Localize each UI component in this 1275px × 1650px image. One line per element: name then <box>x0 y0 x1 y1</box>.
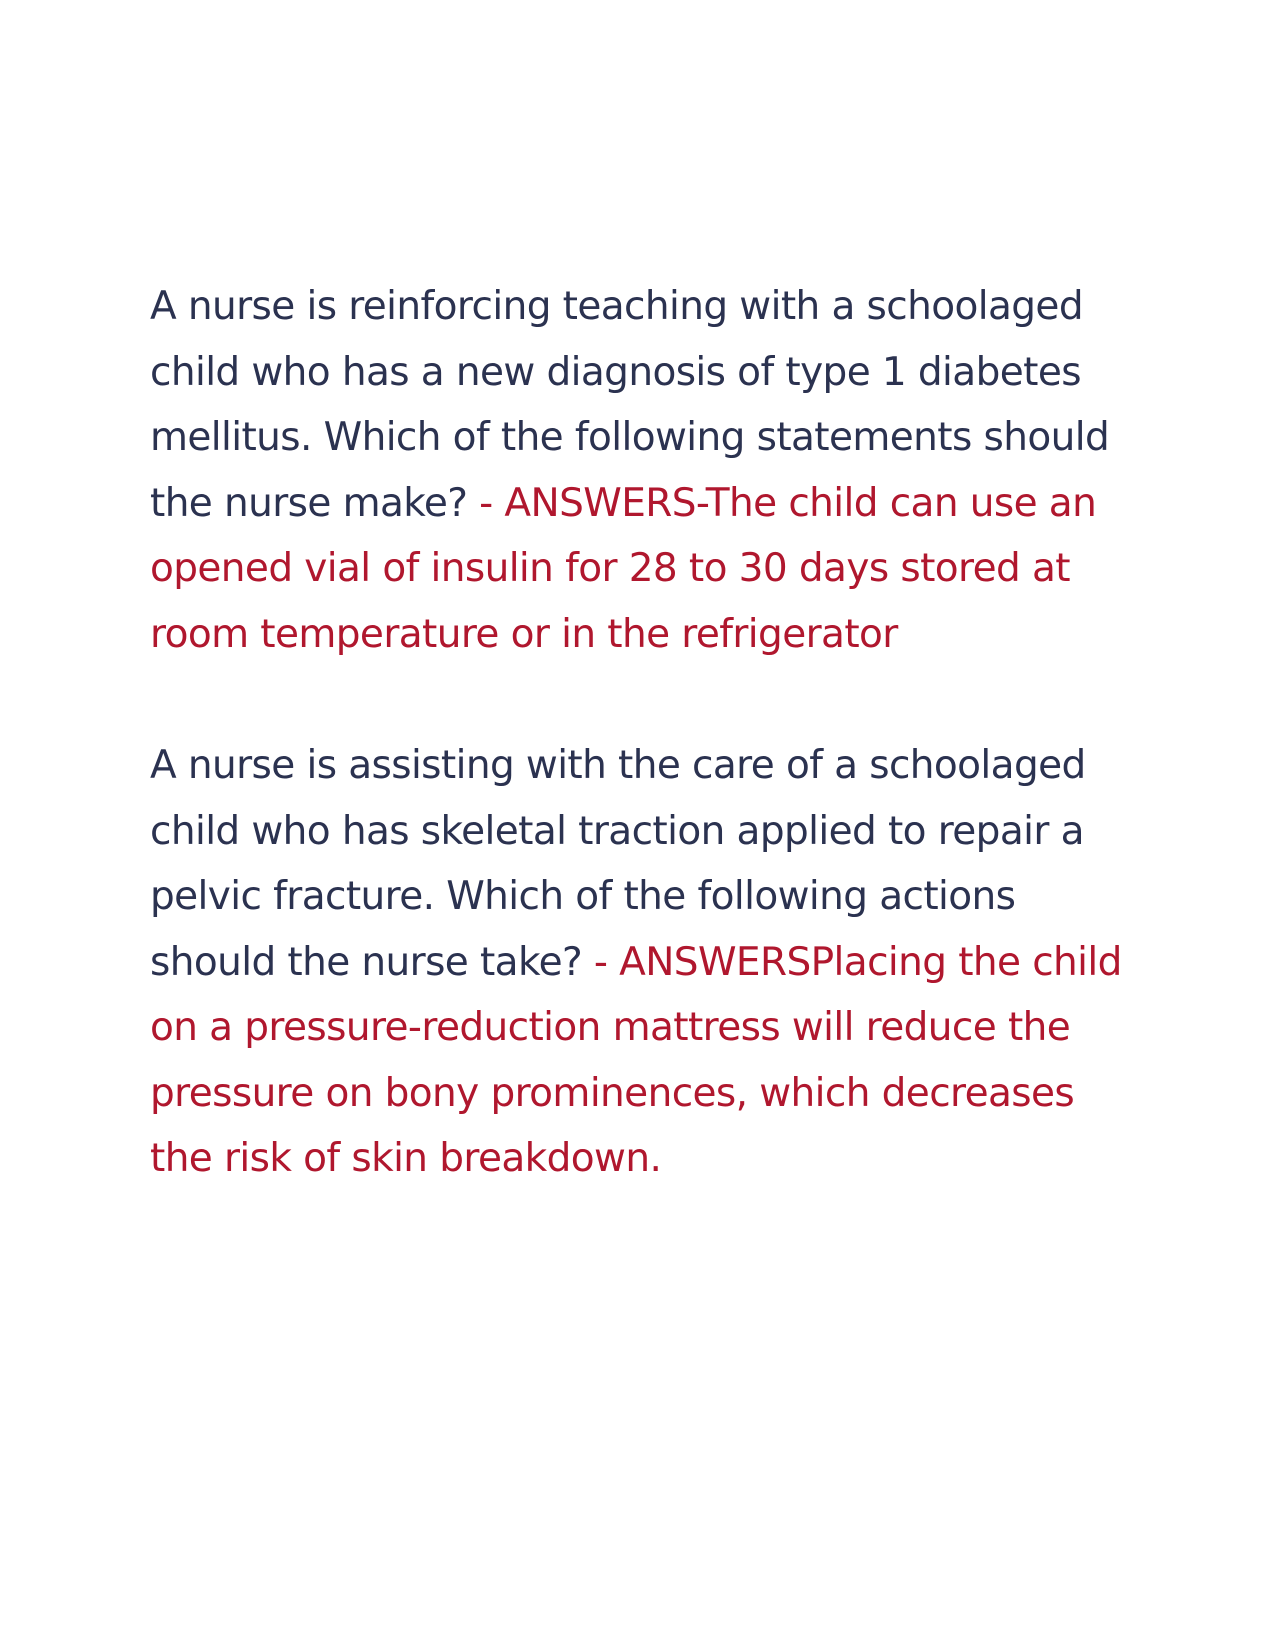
answer-text: - ANSWERSPlacing the child on a pressure-reduction mattress will reduce the pressure on bony prominences, which decreases the risk of skin breakdown. <box>150 939 1122 1181</box>
question-text: A nurse is reinforcing teaching with a schoolaged child who has a new diagnosis of type 1 diabetes mellitus. Which of the following statements should the nurse make? <box>150 284 1110 526</box>
qa-item-1 <box>150 274 1130 667</box>
page-content <box>150 274 1130 1258</box>
question-text: A nurse is assisting with the care of a schoolaged child who has skeletal traction applied to repair a pelvic fracture. Which of the following actions should the nurse take? <box>150 743 1086 985</box>
answer-text: - ANSWERS-The child can use an opened vial of insulin for 28 to 30 days stored at room temperature or in the refrigerator <box>150 480 1097 657</box>
qa-item-2 <box>150 733 1130 1192</box>
